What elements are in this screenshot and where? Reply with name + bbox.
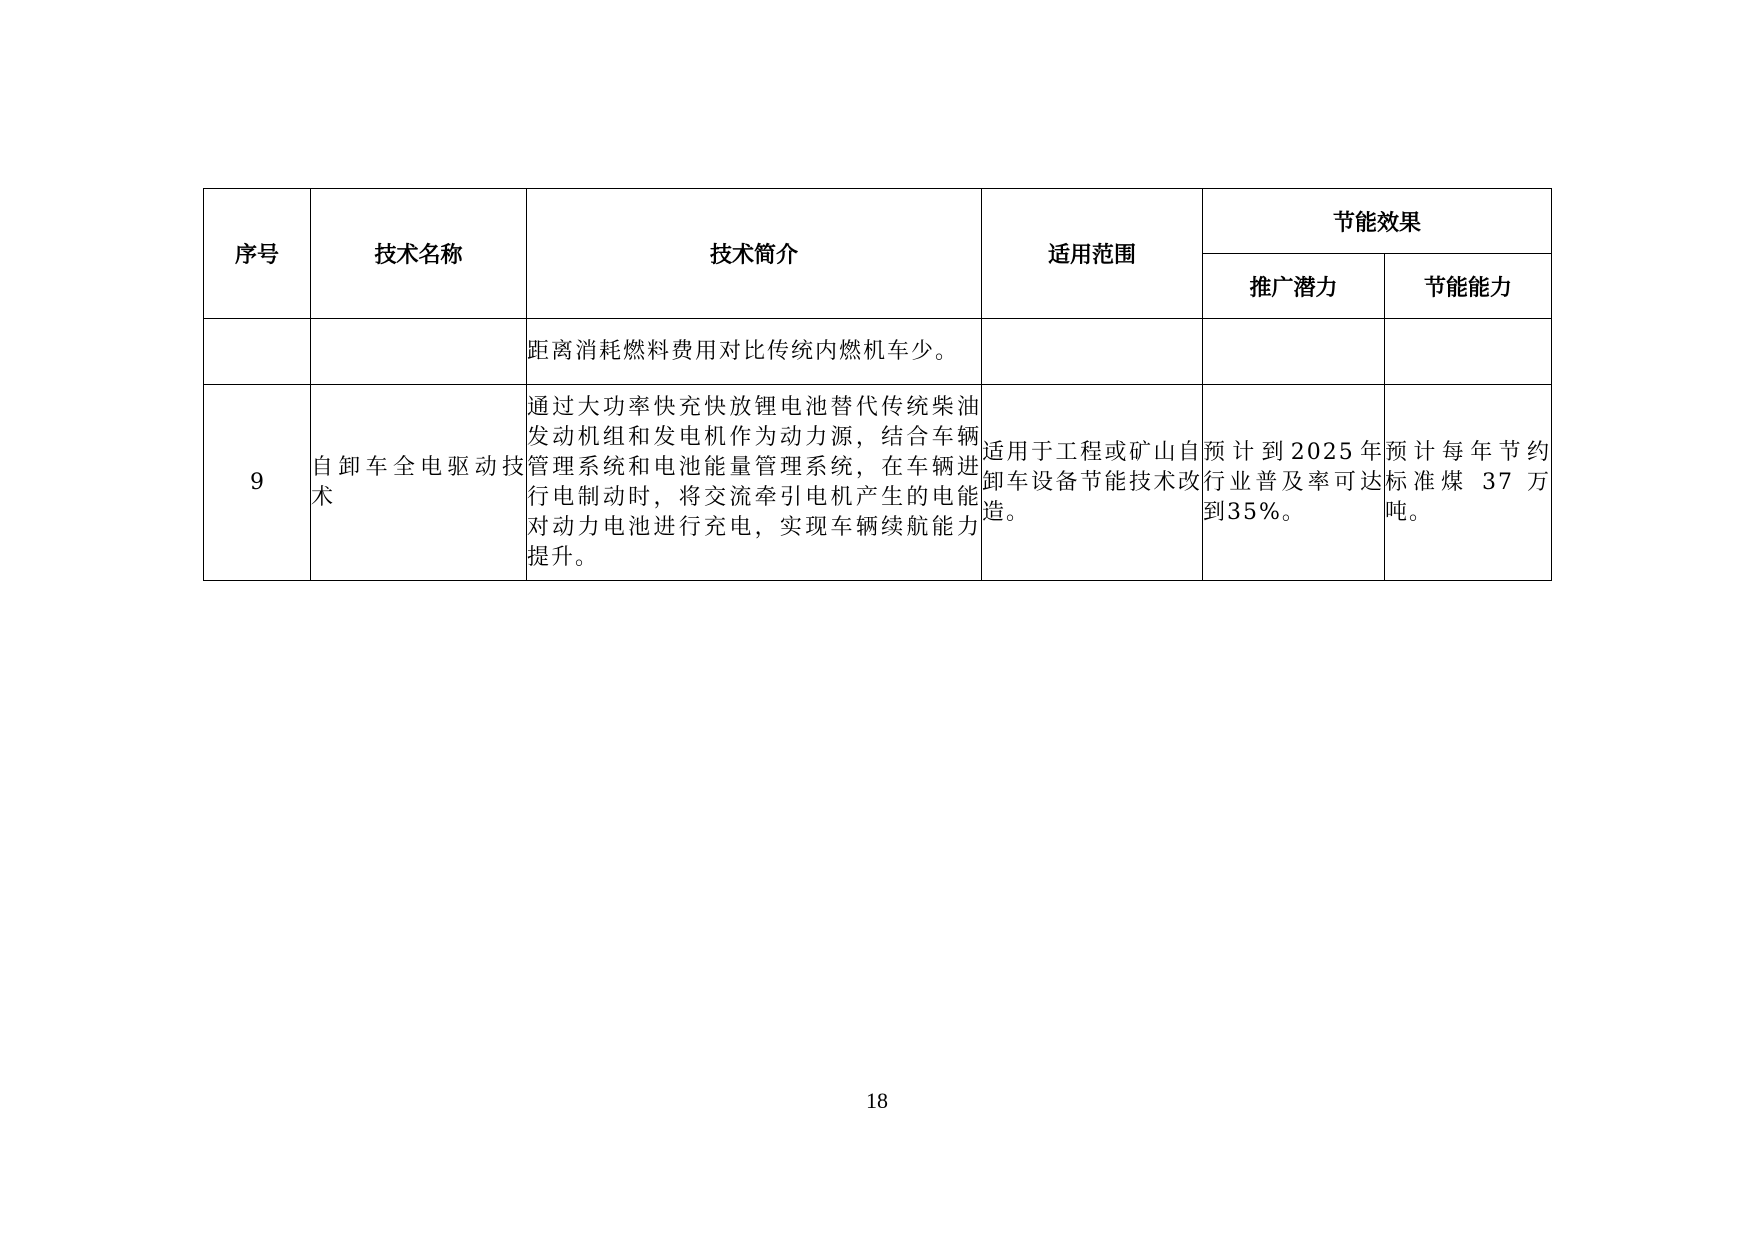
cell-tech-name: 自卸车全电驱动技术 — [311, 385, 527, 581]
table-row — [204, 319, 1552, 385]
header-seq: 序号 — [204, 189, 311, 319]
header-tech-intro: 技术简介 — [527, 189, 982, 319]
cell-scope — [982, 319, 1203, 385]
header-saving-capacity: 节能能力 — [1385, 254, 1552, 319]
header-promotion-potential: 推广潜力 — [1203, 254, 1385, 319]
cell-tech-intro: 距离消耗燃料费用对比传统内燃机车少。 — [527, 319, 982, 385]
page-number: 18 — [866, 1088, 888, 1113]
header-scope: 适用范围 — [982, 189, 1203, 319]
cell-tech-name — [311, 319, 527, 385]
table-row — [204, 385, 1552, 581]
cell-capacity: 预计每年节约标准煤 37 万吨。 — [1385, 385, 1552, 581]
cell-potential — [1203, 319, 1385, 385]
cell-potential: 预计到2025年行业普及率可达到35%。 — [1203, 385, 1385, 581]
cell-scope: 适用于工程或矿山自卸车设备节能技术改造。 — [982, 385, 1203, 581]
cell-seq — [204, 319, 311, 385]
cell-seq: 9 — [204, 385, 311, 581]
cell-capacity — [1385, 319, 1552, 385]
energy-tech-table — [203, 188, 1552, 581]
header-tech-name: 技术名称 — [311, 189, 527, 319]
cell-tech-intro: 通过大功率快充快放锂电池替代传统柴油发动机组和发电机作为动力源，结合车辆管理系统和电池能量管理系统，在车辆进行电制动时，将交流牵引电机产生的电能对动力电池进行充电，实现车辆续航能力提升。 — [527, 385, 982, 581]
header-energy-effect: 节能效果 — [1203, 189, 1552, 254]
